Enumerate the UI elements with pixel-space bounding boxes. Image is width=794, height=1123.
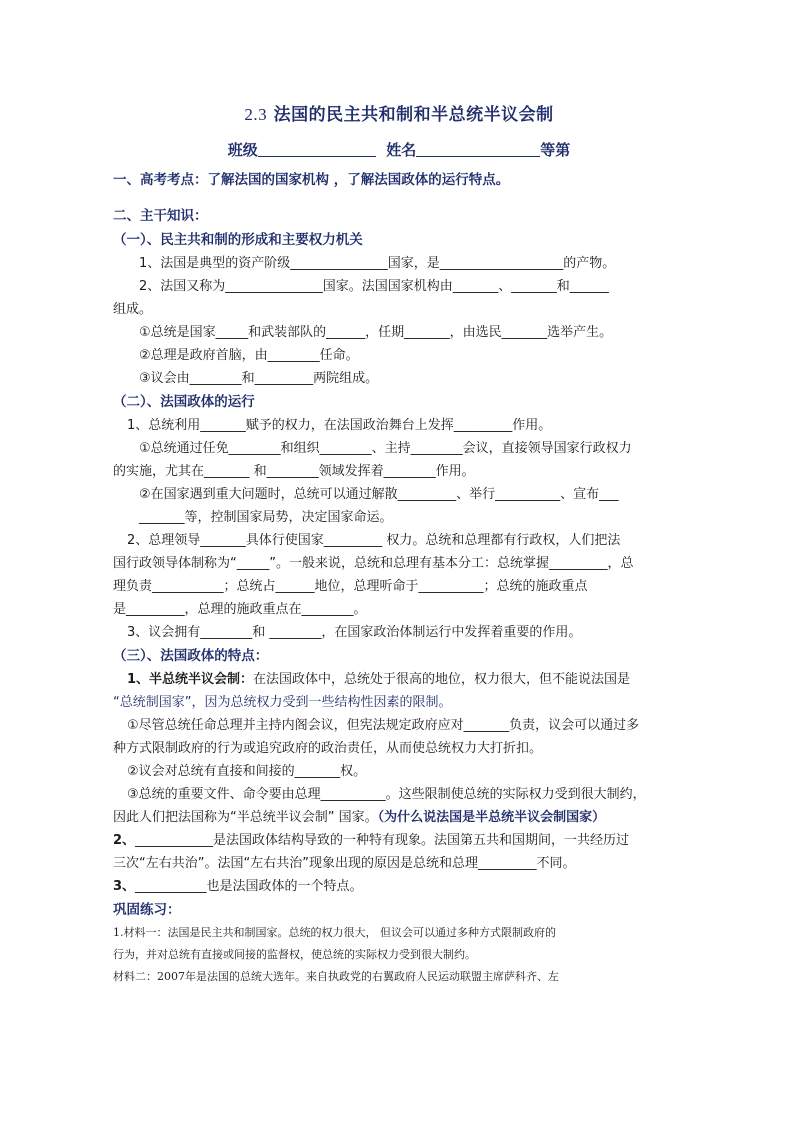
name-label: 姓名 <box>386 141 417 159</box>
practice-line: 材料二：2007年是法国的总统大选年。来自执政党的右翼政府人民运动联盟主席萨科齐、左 <box>113 970 559 983</box>
part3-line: ①尽管总统任命总理并主持内阁会议，但宪法规定政府应对_______负责，议会可以通过多 <box>127 718 640 733</box>
practice-heading: 巩固练习： <box>113 902 181 918</box>
title-text: 法国的民主共和制和半总统半议会制 <box>267 105 554 125</box>
exam-point: 一、高考考点：了解法国的国家机构 ，了解法国政体的运行特点。 <box>113 172 510 188</box>
item2-text: ____________是法国政体结构导致的一种特有现象。法国第五共和国期间，一共经历过 <box>135 833 630 848</box>
title-number: 2.3 <box>244 105 268 124</box>
item2-line <box>113 829 685 852</box>
part2-line: 是_________，总理的施政重点在________。 <box>113 602 367 617</box>
student-info-line <box>113 139 685 160</box>
page-title <box>113 100 685 125</box>
part3-heading: （三）、法国政体的特点： <box>113 648 269 664</box>
practice-line: 1.材料一：法国是民主共和制国家。总统的权力很大， 但议会可以通过多种方式限制政府的 <box>113 926 556 939</box>
part3-last-text: 因此人们把法国称为“半总统半议会制” 国家。 <box>113 810 378 825</box>
part2-line: ①总统通过任免________和组织________、主持________会议，直接领导国家行政权力 <box>139 441 632 456</box>
item2-cont: 三次“左右共治”。法国“左右共治”现象出现的原因是总统和总理_________不同。 <box>113 856 576 871</box>
part3-item1-cont: “总统制国家”，因为总统权力受到一些结构性因素的限制。 <box>113 695 452 710</box>
part1-line: 2、法国又称为_______________国家。法国国家机构由_______、_______和______ <box>139 279 609 294</box>
part3-line: 种方式限制政府的行为或追究政府的政治责任，从而使总统权力大打折扣。 <box>113 741 543 756</box>
part3-line: ②议会对总统有直接和间接的_______权。 <box>127 764 367 779</box>
part2-line: 3、议会拥有________和 ________，在国家政治体制运行中发挥着重要的作用。 <box>127 625 582 640</box>
part3-item1-label: 1、半总统半议会制： <box>127 672 254 687</box>
part1-line: ②总理是政府首脑，由________任命。 <box>139 348 359 363</box>
part3-item1-text: 在法国政体中，总统处于很高的地位，权力很大，但不能说法国是 <box>253 672 631 687</box>
part2-line: _______等，控制国家局势，决定国家命运。 <box>139 510 393 525</box>
part2-line: 1、总统利用_______赋予的权力，在法国政治舞台上发挥_________作用。 <box>127 418 552 433</box>
main-knowledge-heading: 二、主干知识： <box>113 208 208 224</box>
part3-line: ③总统的重要文件、命令要由总理__________。这些限制使总统的实际权力受到很大制约， <box>127 787 646 802</box>
item3-label: 3、 <box>113 879 136 894</box>
part2-heading: （二）、法国政体的运行 <box>113 394 255 410</box>
class-label: 班级 <box>227 141 258 159</box>
part3-item1 <box>113 668 685 691</box>
part2-line: 国行政领导体制称为“_____”。一般来说，总统和总理有基本分工：总统掌握_________，总 <box>113 556 634 571</box>
item3-line <box>113 875 685 898</box>
part3-last-line <box>113 806 685 829</box>
grade-label: 等第 <box>540 141 571 159</box>
name-blank[interactable] <box>416 142 540 157</box>
class-blank[interactable] <box>258 142 376 157</box>
part2-line: 2、总理领导_______具体行使国家_________ 权力。总统和总理都有行政权，人们把法 <box>127 533 621 548</box>
part1-line: 1、法国是典型的资产阶级_______________国家，是___________________的产物。 <box>139 256 616 271</box>
part3-question: （为什么说法国是半总统半议会制国家） <box>377 810 606 825</box>
part1-line: ③议会由________和_________两院组成。 <box>139 371 379 386</box>
worksheet-content <box>113 100 685 988</box>
practice-line: 行为，并对总统有直接或间接的监督权，使总统的实际权力受到很大制约。 <box>113 948 476 961</box>
part1-line: 组成。 <box>113 302 153 317</box>
item3-text: ___________也是法国政体的一个特点。 <box>135 879 363 894</box>
part2-line: ②在国家遇到重大问题时，总统可以通过解散_________、举行__________、宣布___ <box>139 487 619 502</box>
part2-line: 的实施，尤其在_______ 和________领域发挥着________作用。 <box>113 464 475 479</box>
item2-label: 2、 <box>113 833 136 848</box>
part2-line: 理负责___________；总统占______地位，总理听命于__________；总统的施政重点 <box>113 579 588 594</box>
part1-heading: （一）、民主共和制的形成和主要权力机关 <box>113 232 363 248</box>
part1-line: ①总统是国家_____和武装部队的______，任期_______，由选民_______选举产生。 <box>139 325 613 340</box>
